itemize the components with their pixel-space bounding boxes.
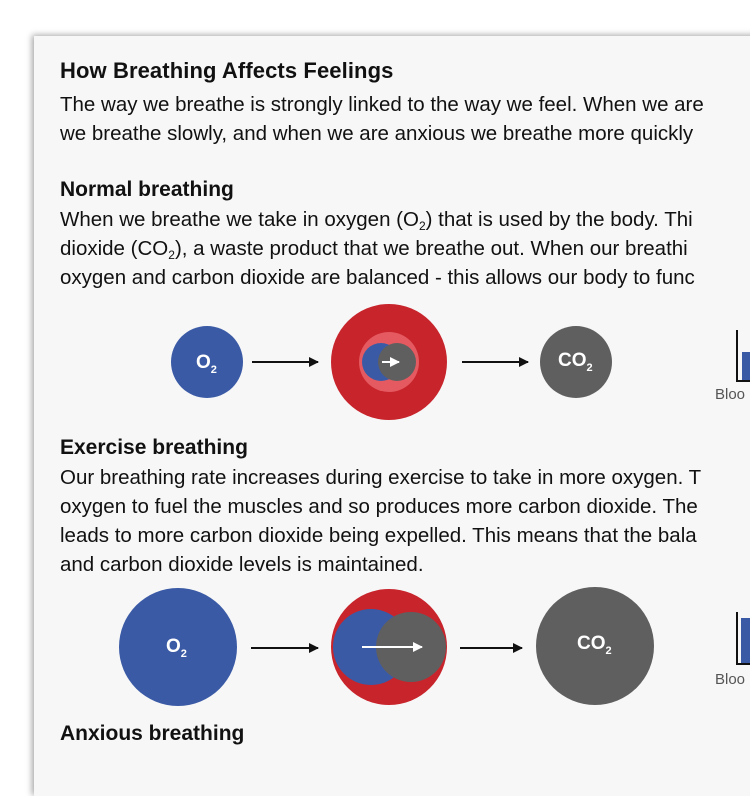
exercise-breathing-heading: Exercise breathing [60,436,248,459]
oxygen-label: $O_2$ [166,636,187,660]
anxious-breathing-heading: Anxious breathing [60,722,245,745]
intro-line: The way we breathe is strongly linked to the way we feel. When we are [60,93,704,116]
exercise-line: oxygen to fuel the muscles and so produces more carbon dioxide. The [60,495,698,518]
blood-graph-label: Bloo [715,386,746,403]
blood-graph-label: Bloo [715,671,746,688]
normal-breathing-heading: Normal breathing [60,178,234,201]
exercise-line: leads to more carbon dioxide being expelled. This means that the bala [60,524,697,547]
oxygen-label: $O_2$ [196,352,217,376]
co2-label: $CO_2$ [577,633,612,657]
page-title: How Breathing Affects Feelings [60,58,394,83]
co2-label: $CO_2$ [558,350,593,374]
exercise-breathing-paragraph [60,463,701,579]
normal-line-2: dioxide $(CO_2)$, a waste product that we breathe out. When our breathi [60,237,688,262]
intro-line: we breathe slowly, and when we are anxious we breathe more quickly [60,122,694,145]
exercise-line: and carbon dioxide levels is maintained. [60,553,424,576]
normal-line-1: When we breathe we take in oxygen $(O_2)$ that is used by the body. Thi [60,208,693,233]
normal-line-3: oxygen and carbon dioxide are balanced - this allows our body to func [60,266,695,289]
blood-graph-bar [742,352,750,380]
blood-graph-bar [741,618,750,663]
exercise-line: Our breathing rate increases during exercise to take in more oxygen. T [60,466,702,489]
